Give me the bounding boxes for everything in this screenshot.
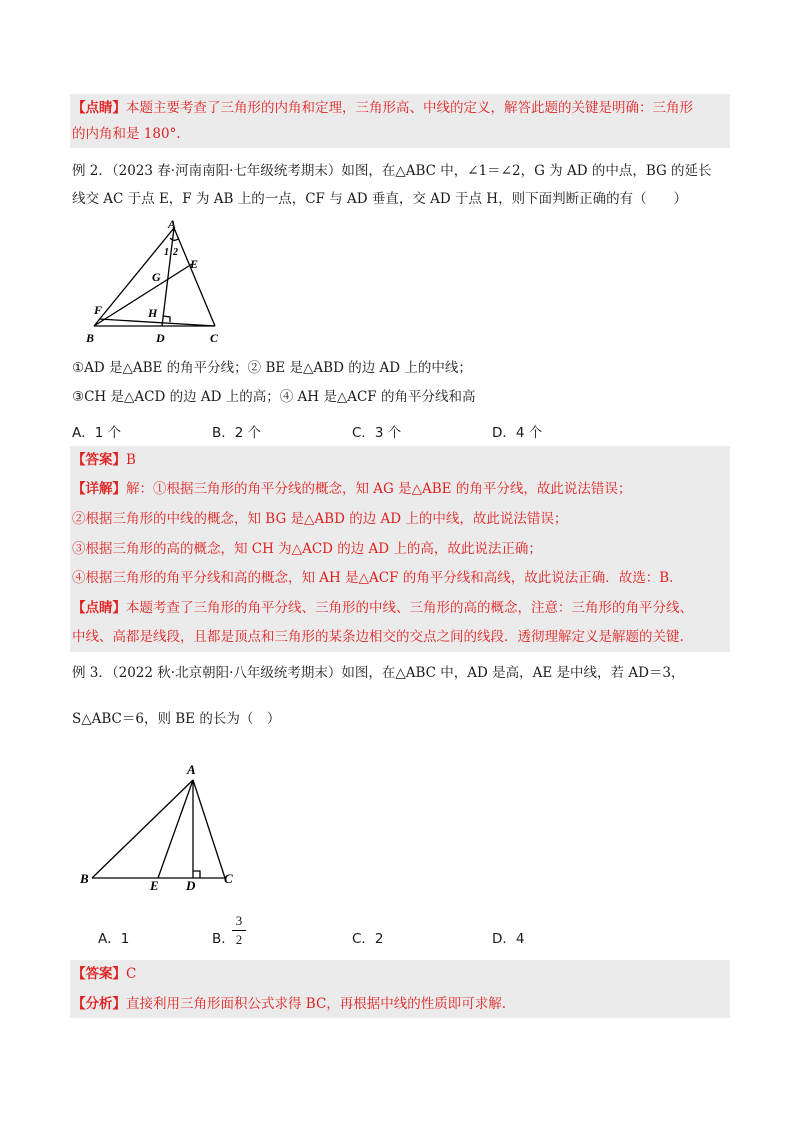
fig2-label-B: B <box>86 331 95 345</box>
ex2-line-2: 线交 AC 于点 E，F 为 AB 上的一点，CF 与 AD 垂直，交 AD 于点 H，则下面判断正确的有（ ） <box>72 191 688 207</box>
ex2-option-a: A．1 个 <box>72 425 122 441</box>
analysis-text: 直接利用三角形面积公式求得 BC，再根据中线的性质即可求解. <box>126 996 507 1012</box>
fig3-label-E: E <box>150 878 159 890</box>
fig2-label-1: 1 <box>164 247 169 258</box>
ex3-fraction <box>232 913 246 948</box>
ex2-option-c: C．3 个 <box>352 425 402 441</box>
fig2-label-H: H <box>148 306 158 320</box>
fig3-label-D: D <box>186 878 196 890</box>
note-line-1 <box>72 97 693 119</box>
ex2-point-1 <box>72 597 693 619</box>
ex2-detail-3: ③根据三角形的高的概念，知 CH 为△ACD 的边 AD 上的高，故此说法正确； <box>72 541 542 557</box>
ex2-title: 例 2．（2023 春·河南南阳·七年级统考期末）如图，在△ABC 中，∠1＝∠2，G 为 AD 的中点，BG 的延长 <box>72 163 712 179</box>
fig2-label-D: D <box>156 331 165 345</box>
ex2-statement-1: ①AD 是△ABE 的角平分线；② BE 是△ABD 的边 AD 上的中线； <box>72 360 472 376</box>
note-tag: 【点睛】 <box>72 100 126 116</box>
answer-tag: 【答案】 <box>72 452 126 468</box>
ex2-option-b: B．2 个 <box>212 425 262 441</box>
ex3-option-d: D．4 <box>492 931 525 947</box>
note-line-2: 的内角和是 180°. <box>72 126 181 142</box>
answer-value: B <box>126 452 136 468</box>
detail-text-1: 解：①根据三角形的角平分线的概念，知 AG 是△ABE 的角平分线，故此说法错误； <box>126 481 632 497</box>
fraction-denominator: 2 <box>235 932 243 947</box>
ex2-detail-4: ④根据三角形的角平分线和高的概念，知 AH 是△ACF 的角平分线和高线，故此说法正确．故选：B. <box>72 570 674 586</box>
ex2-detail-2: ②根据三角形的中线的概念，知 BG 是△ABD 的边 AD 上的中线，故此说法错误； <box>72 511 568 527</box>
answer-value: C <box>126 966 137 982</box>
ex2-answer <box>72 449 136 471</box>
ex2-option-d: D．4 个 <box>492 425 543 441</box>
fraction-bar <box>232 930 246 931</box>
note-text-1: 本题主要考查了三角形的内角和定理，三角形高、中线的定义，解答此题的关键是明确：三角形 <box>126 100 693 116</box>
fig2-label-F: F <box>94 303 103 317</box>
ex2-statement-2: ③CH 是△ACD 的边 AD 上的高；④ AH 是△ACF 的角平分线和高 <box>72 389 476 405</box>
ex3-title: 例 3．（2022 秋·北京朝阳·八年级统考期末）如图，在△ABC 中，AD 是高，AE 是中线，若 AD＝3， <box>72 665 685 681</box>
point-text-1: 本题考查了三角形的角平分线、三角形的中线、三角形的高的概念，注意：三角形的角平分线、 <box>126 600 693 616</box>
fig2-label-G: G <box>152 270 161 284</box>
fig2-label-2: 2 <box>173 247 178 258</box>
ex3-analysis <box>72 993 506 1015</box>
point-tag: 【点睛】 <box>72 600 126 616</box>
fig3-label-B: B <box>80 871 89 886</box>
analysis-tag: 【分析】 <box>72 996 126 1012</box>
ex3-line-2: S△ABC＝6，则 BE 的长为（ ） <box>72 711 281 727</box>
ex3-answer <box>72 963 136 985</box>
fig2-label-E: E <box>190 257 199 271</box>
answer-tag: 【答案】 <box>72 966 126 982</box>
fig3-label-A: A <box>187 762 196 777</box>
detail-tag: 【详解】 <box>72 481 126 497</box>
ex3-option-b: B． <box>212 931 235 947</box>
fig2-label-A: A <box>168 218 177 231</box>
fraction-numerator: 3 <box>235 913 243 928</box>
fig3-label-C: C <box>224 871 233 886</box>
ex2-point-2: 中线、高都是线段，且都是顶点和三角形的某条边相交的交点之间的线段．透彻理解定义是解题的关键. <box>72 629 684 645</box>
fig2-label-C: C <box>210 331 219 345</box>
ex3-option-c: C．2 <box>352 931 384 947</box>
ex2-detail-1 <box>72 478 631 500</box>
ex2-figure <box>82 218 232 348</box>
ex3-figure <box>76 760 246 890</box>
ex3-option-a: A．1 <box>98 931 130 947</box>
